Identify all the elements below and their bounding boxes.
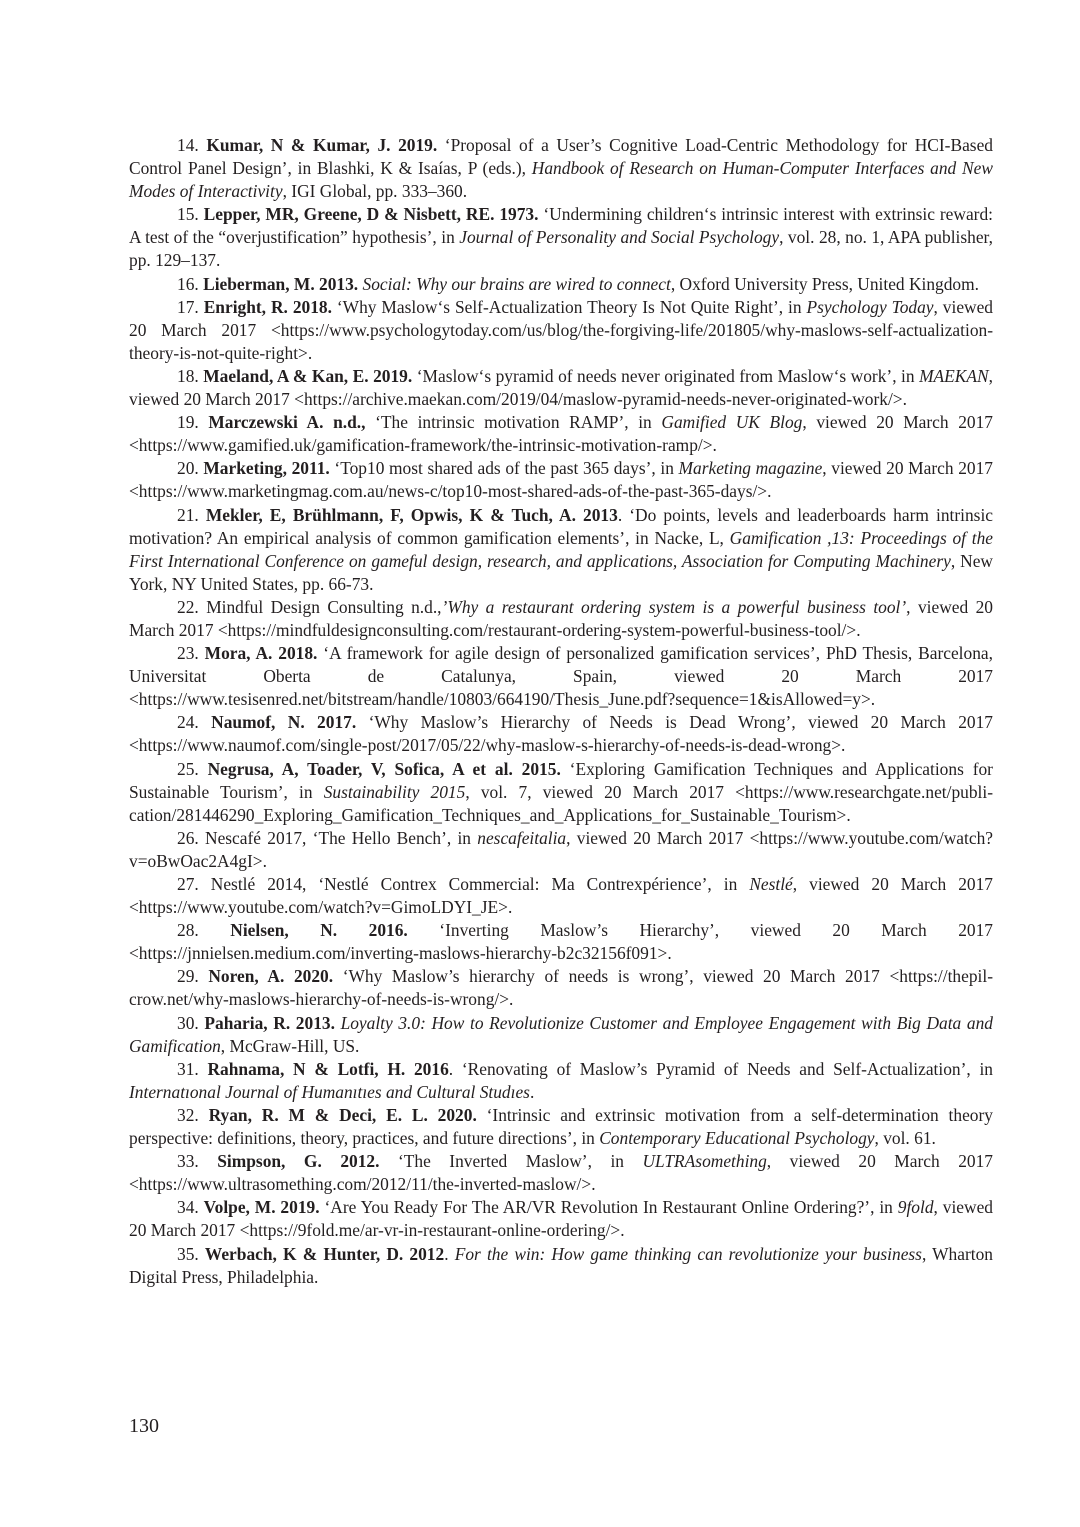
reference-source-title: Sustainability 2015 — [323, 781, 466, 802]
reference-text: Mindful Design Consulting n.d., — [206, 596, 442, 617]
reference-entry — [129, 203, 993, 272]
reference-text: ‘Top10 most shared ads of the past 365 days’, in — [329, 458, 679, 479]
reference-text: Nescafé 2017, ‘The Hello Bench’, in — [205, 827, 478, 848]
reference-text: ‘Why Maslow’s hierarchy of needs is wrong’, viewed 20 March 2017 <https://thepilcrow.net/why-maslows-hierarchy-of-needs-is-wrong/>. — [129, 966, 993, 1010]
reference-text: ‘Inverting Maslow’s Hierarchy’, viewed 20 March 2017 <https://jnnielsen.medium.com/inverting-maslows-hierarchy-b2c32156f091>. — [129, 920, 993, 964]
reference-number: 29. — [177, 966, 199, 987]
reference-source-title: Journal of Personality and Social Psychology — [459, 227, 780, 248]
reference-source-title: Marketing magazine — [678, 458, 823, 479]
reference-entry — [129, 1012, 993, 1058]
reference-entry — [129, 711, 993, 757]
reference-source-title: nescafeitalia — [477, 827, 567, 848]
reference-entry — [129, 642, 993, 711]
reference-source-title: Social: Why our brains are wired to connect — [362, 273, 671, 294]
reference-text: , viewed 20 March 2017 <https://www.ultrasomething.com/2012/11/the-inverted-maslow/>. — [129, 1151, 993, 1195]
reference-source-title: Handbook of Research on Human-Computer Interfaces and New Modes of Interactivity — [129, 158, 993, 202]
reference-text: , viewed 20 March 2017 <https://www.marketingmag.com.au/news-c/top10-most-shared-ads-of-the-past-365-days/>. — [129, 458, 993, 502]
reference-authors: Maeland, A & Kan, E. 2019. — [203, 365, 413, 386]
reference-source-title: Psychology Today — [806, 296, 934, 317]
reference-authors: Lieberman, M. 2013. — [203, 273, 359, 294]
reference-authors: Paharia, R. 2013. — [204, 1012, 335, 1033]
reference-text: , viewed 20 March 2017 <https://www.gamified.uk/gamification-framework/the-intrinsic-motivation-ramp/>. — [129, 412, 994, 456]
reference-number: 17. — [177, 296, 199, 317]
reference-source-title: Gamified UK Blog — [661, 412, 803, 433]
reference-authors: Mora, A. 2018. — [204, 643, 318, 664]
reference-text: , viewed 20 March 2017 <https://9fold.me/ar-vr-in-restaurant-online-ordering/>. — [129, 1197, 993, 1241]
reference-entry — [129, 134, 993, 203]
reference-authors: Ryan, R. M & Deci, E. L. 2020. — [208, 1104, 477, 1125]
reference-entry — [129, 1058, 993, 1104]
reference-text: , viewed 20 March 2017 <https://www.youtube.com/watch?v=GimoLDYI_JE>. — [129, 874, 993, 918]
reference-entry — [129, 365, 993, 411]
reference-authors: Lepper, MR, Greene, D & Nisbett, RE. 1973. — [203, 204, 539, 225]
reference-source-title: Internatıonal Journal of Humanıtıes and Cultural Studıes — [129, 1081, 530, 1102]
reference-entry — [129, 919, 993, 965]
reference-text: ‘Why Maslow’s Hierarchy of Needs is Dead Wrong’, viewed 20 March 2017 <https://www.naumof.com/single-post/2017/05/22/why-maslow-s-hierarchy-of-needs-is-dead-wrong>. — [129, 712, 993, 756]
reference-number: 27. — [177, 874, 199, 894]
reference-text: , Wharton Digital Press, Philadelphia. — [129, 1243, 993, 1287]
reference-text: ‘The intrinsic motivation RAMP’, in — [365, 412, 662, 433]
reference-text: ‘The Inverted Maslow’, in — [379, 1151, 643, 1172]
reference-text: ‘Maslow‘s pyramid of needs never originated from Maslow‘s work’, in — [412, 365, 920, 386]
reference-text: ‘Proposal of a User’s Cognitive Load-Centric Methodology for HCI-Based Control Panel Design’, in Blashki, K & Isaías, P (eds.), — [129, 135, 993, 179]
reference-number: 19. — [177, 412, 199, 433]
reference-authors: Marczewski A. n.d., — [208, 412, 366, 433]
reference-text: ‘A framework for agile design of personalized gamification services’, PhD Thesis, Barcelona, Universitat Oberta de Catalunya, Spain, viewed 20 March 2017 <https://www.tesisenred.net/bitstream/handle/10803/664190/Thesis_June.pdf?sequence=1&isAllowed=y>. — [129, 643, 993, 710]
reference-entry — [129, 296, 993, 365]
reference-number: 31. — [177, 1058, 199, 1079]
reference-authors: Simpson, G. 2012. — [217, 1151, 380, 1172]
reference-text: . — [444, 1243, 455, 1264]
reference-number: 35. — [177, 1243, 199, 1264]
reference-number: 28. — [177, 920, 199, 941]
reference-text: , viewed 20 March 2017 <https://archive.maekan.com/2019/04/maslow-pyramid-needs-never-originated-work/>. — [129, 365, 993, 410]
reference-number: 26. — [177, 827, 199, 848]
reference-authors: Enright, R. 2018. — [203, 296, 332, 317]
reference-source-title: MAEKAN — [919, 365, 989, 386]
reference-authors: Mekler, E, Brühlmann, F, Opwis, K & Tuch, A. 2013 — [205, 504, 618, 525]
reference-text: , vol. 7, viewed 20 March 2017 <https://www.researchgate.net/publication/281446290_Exploring_Gamification_Techniques_and_Applications_for_Sustainable_Tourism>. — [129, 781, 993, 825]
reference-authors: Kumar, N & Kumar, J. 2019. — [206, 135, 438, 155]
reference-authors: Rahnama, N & Lotfi, H. 2016 — [207, 1058, 449, 1079]
reference-entry — [129, 504, 993, 596]
reference-authors: Volpe, M. 2019. — [203, 1197, 320, 1218]
reference-number: 25. — [177, 758, 199, 779]
reference-source-title: For the win: How game thinking can revolutionize your business — [454, 1243, 922, 1264]
reference-number: 33. — [177, 1151, 199, 1172]
reference-entry — [129, 411, 993, 457]
reference-number: 18. — [177, 365, 199, 386]
reference-source-title: 9fold — [897, 1197, 934, 1218]
reference-text: . — [529, 1081, 535, 1102]
reference-entry — [129, 1150, 993, 1196]
reference-number: 34. — [177, 1197, 199, 1218]
reference-text: ‘Intrinsic and extrinsic motivation from a self-determination theory perspective: definitions, theory, practices, and future directions’, in — [129, 1104, 993, 1149]
reference-text: , viewed 20 March 2017 <https://mindfuldesignconsulting.com/restaurant-ordering-system-powerful-business-tool/>. — [129, 596, 993, 640]
reference-authors: Negrusa, A, Toader, V, Sofica, A et al. 2015. — [207, 758, 561, 779]
reference-source-title: ULTRAsomething — [642, 1151, 767, 1172]
reference-text: , New York, NY United States, pp. 66-73. — [129, 550, 993, 594]
reference-entry — [129, 965, 993, 1011]
reference-entry — [129, 1104, 993, 1150]
reference-number: 21. — [177, 504, 199, 525]
reference-number: 15. — [177, 204, 199, 225]
reference-text: , IGI Global, pp. 333–360. — [282, 181, 468, 202]
reference-entry — [129, 758, 993, 827]
reference-entry — [129, 1196, 993, 1242]
reference-entry — [129, 596, 993, 642]
reference-text: , viewed 20 March 2017 <https://www.psychologytoday.com/us/blog/the-forgiving-life/201805/why-maslows-self-actualization-theory-is-not-quite-right>. — [129, 296, 994, 363]
reference-text: . ‘Renovating of Maslow’s Pyramid of Needs and Self-Actualization’, in — [448, 1058, 993, 1079]
reference-source-title: Contemporary Educational Psychology — [599, 1128, 875, 1149]
reference-number: 20. — [177, 458, 199, 479]
reference-text: ‘Why Maslow‘s Self-Actualization Theory Is Not Quite Right’, in — [331, 296, 807, 317]
reference-text: , vol. 61. — [874, 1128, 936, 1149]
reference-authors: Marketing, 2011. — [203, 458, 330, 479]
reference-number: 16. — [177, 273, 199, 294]
reference-number: 30. — [177, 1012, 199, 1033]
reference-text: ‘Undermining children‘s intrinsic interest with extrinsic reward: A test of the “overjustification” hypothesis’, in — [129, 204, 994, 248]
reference-text: ‘Are You Ready For The AR/VR Revolution In Restaurant Online Ordering?’, in — [319, 1197, 898, 1218]
reference-number: 23. — [177, 643, 199, 664]
reference-authors: Naumof, N. 2017. — [211, 712, 357, 733]
reference-number: 24. — [177, 712, 199, 733]
reference-text: . ‘Do points, levels and leaderboards harm intrinsic motivation? An empirical analysis of common gamification elements’, in Nacke, L, — [129, 504, 993, 548]
reference-number: 32. — [177, 1104, 199, 1125]
reference-text: , vol. 28, no. 1, APA publisher, pp. 129–137. — [129, 227, 993, 271]
reference-entry — [129, 273, 993, 296]
page-number: 130 — [129, 1415, 159, 1437]
reference-entry — [129, 827, 993, 873]
reference-list — [129, 134, 993, 1289]
reference-number: 22. — [177, 596, 199, 617]
reference-authors: Werbach, K & Hunter, D. 2012 — [204, 1243, 445, 1264]
reference-authors: Noren, A. 2020. — [208, 966, 334, 987]
reference-text: , McGraw-Hill, US. — [220, 1035, 360, 1056]
reference-source-title: Loyalty 3.0: How to Revolutionize Customer and Employee Engagement with Big Data and Gamification — [129, 1012, 993, 1056]
reference-text: ‘Exploring Gamification Techniques and Applications for Sustainable Tourism’, in — [129, 758, 993, 802]
reference-entry — [129, 457, 993, 503]
reference-text: , Oxford University Press, United Kingdom. — [670, 273, 980, 294]
reference-entry — [129, 873, 993, 919]
reference-source-title: Nestlé — [749, 874, 793, 894]
reference-source-title: Gamification ,13: Proceedings of the First International Conference on gameful design, research, and applications, Association for Computing Machinery — [129, 527, 993, 571]
reference-number: 14. — [177, 135, 199, 155]
reference-text: , viewed 20 March 2017 <https://www.youtube.com/watch?v=oBwOac2A4gI>. — [129, 827, 993, 871]
reference-entry — [129, 1243, 993, 1289]
reference-text: Nestlé 2014, ‘Nestlé Contrex Commercial: Ma Contrexpérience’, in — [210, 874, 750, 894]
reference-source-title: ’Why a restaurant ordering system is a powerful business tool’ — [441, 596, 907, 617]
reference-authors: Nielsen, N. 2016. — [230, 920, 408, 941]
